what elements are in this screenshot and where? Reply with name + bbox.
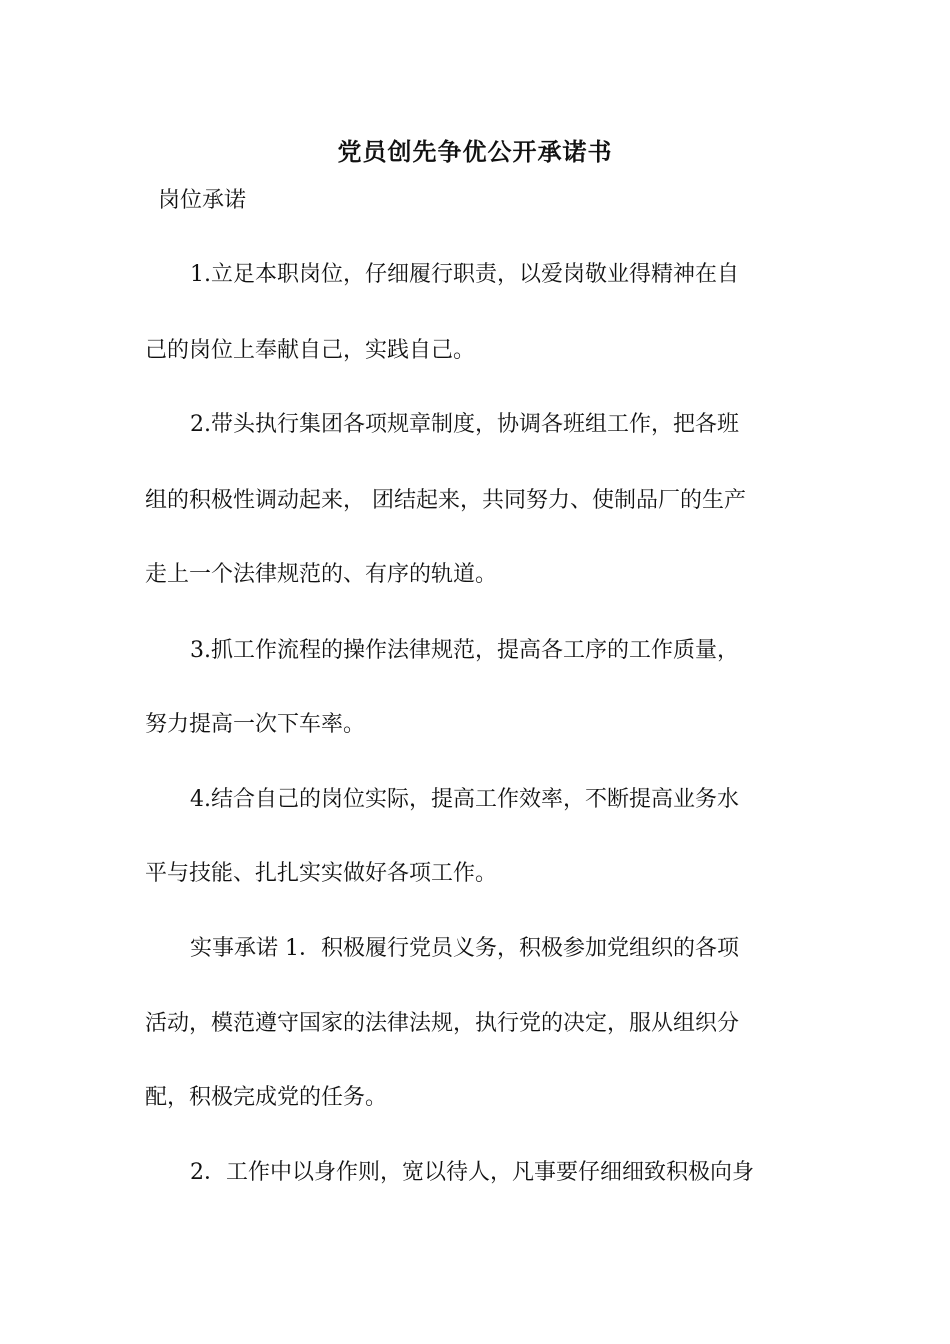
paragraph-line: 平与技能、扎扎实实做好各项工作。 (145, 861, 498, 886)
paragraph-line: 3.抓工作流程的操作法律规范，提高各工序的工作质量， (190, 638, 739, 663)
paragraph-line: 2．工作中以身作则，宽以待人，凡事要仔细细致积极向身 (190, 1160, 754, 1185)
paragraph-line: 2.带头执行集团各项规章制度，协调各班组工作，把各班 (190, 412, 739, 437)
paragraph-line: 活动，模范遵守国家的法律法规，执行党的决定，服从组织分 (145, 1011, 740, 1036)
paragraph-line: 己的岗位上奉献自己，实践自己。 (145, 338, 476, 363)
paragraph-line: 实事承诺 1．积极履行党员义务，积极参加党组织的各项 (190, 936, 739, 961)
section-heading: 岗位承诺 (158, 188, 247, 213)
paragraph-line: 组的积极性调动起来， 团结起来，共同努力、使制品厂的生产 (145, 488, 746, 513)
paragraph-line: 走上一个法律规范的、有序的轨道。 (145, 562, 498, 587)
document-title: 党员创先争优公开承诺书 (337, 137, 613, 166)
paragraph-line: 努力提高一次下车率。 (145, 712, 366, 737)
paragraph-line: 配，积极完成党的任务。 (145, 1085, 388, 1110)
paragraph-line: 4.结合自己的岗位实际，提高工作效率，不断提高业务水 (190, 787, 739, 812)
paragraph-line: 1.立足本职岗位，仔细履行职责，以爱岗敬业得精神在自 (190, 262, 739, 287)
